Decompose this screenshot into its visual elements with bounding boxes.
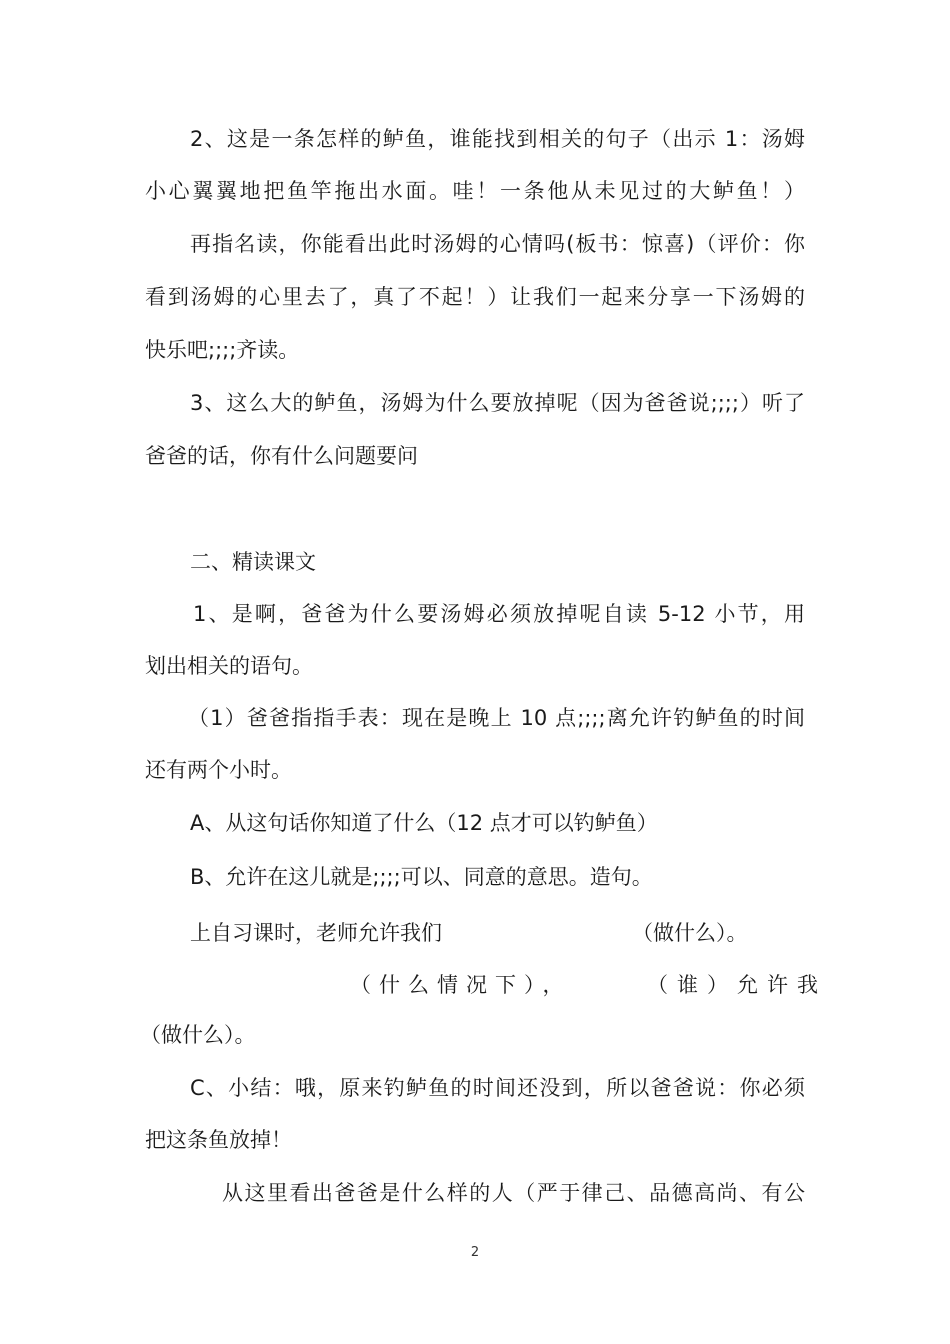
- paragraph-line: 划出相关的语句。: [145, 654, 313, 678]
- paragraph-line: 还有两个小时。: [145, 758, 292, 782]
- paragraph-line: B、允许在这儿就是;;;;可以、同意的意思。造句。: [190, 865, 653, 889]
- paragraph-line: 快乐吧;;;;齐读。: [145, 338, 300, 362]
- paragraph-line: 看到汤姆的心里去了，真了不起！）让我们一起来分享一下汤姆的: [145, 285, 805, 309]
- paragraph-line: 上自习课时，老师允许我们: [190, 921, 442, 945]
- paragraph-line: 爸爸的话，你有什么问题要问: [145, 444, 418, 468]
- paragraph-line: （做什么）。: [140, 1023, 256, 1047]
- section-heading: 二、精读课文: [190, 550, 316, 574]
- paragraph-line: 1、是啊，爸爸为什么要汤姆必须放掉呢自读 5-12 小节，用: [193, 602, 805, 626]
- paragraph-line: （1）爸爸指指手表：现在是晚上 10 点;;;;离允许钓鲈鱼的时间: [188, 706, 805, 730]
- paragraph-line: 把这条鱼放掉！: [145, 1128, 292, 1152]
- page-number: 2: [470, 1245, 480, 1260]
- paragraph-line: C、小结：哦，原来钓鲈鱼的时间还没到，所以爸爸说：你必须: [190, 1076, 805, 1100]
- paragraph-line: A、从这句话你知道了什么（12 点才可以钓鲈鱼）: [190, 811, 658, 835]
- paragraph-line: 再指名读，你能看出此时汤姆的心情吗(板书：惊喜)（评价：你: [190, 232, 805, 256]
- paragraph-line: （做什么）。: [632, 921, 748, 945]
- paragraph-line: 2、这是一条怎样的鲈鱼，谁能找到相关的句子（出示 1：汤姆: [190, 127, 805, 151]
- paragraph-line: 小心翼翼地把鱼竿拖出水面。哇！一条他从未见过的大鲈鱼！）: [145, 179, 805, 203]
- paragraph-line: （谁）允许我: [647, 973, 827, 997]
- paragraph-line: 从这里看出爸爸是什么样的人（严于律己、品德高尚、有公: [222, 1181, 805, 1205]
- paragraph-line: 3、这么大的鲈鱼，汤姆为什么要放掉呢（因为爸爸说;;;;）听了: [190, 391, 805, 415]
- paragraph-line: （什么情况下），: [350, 973, 572, 997]
